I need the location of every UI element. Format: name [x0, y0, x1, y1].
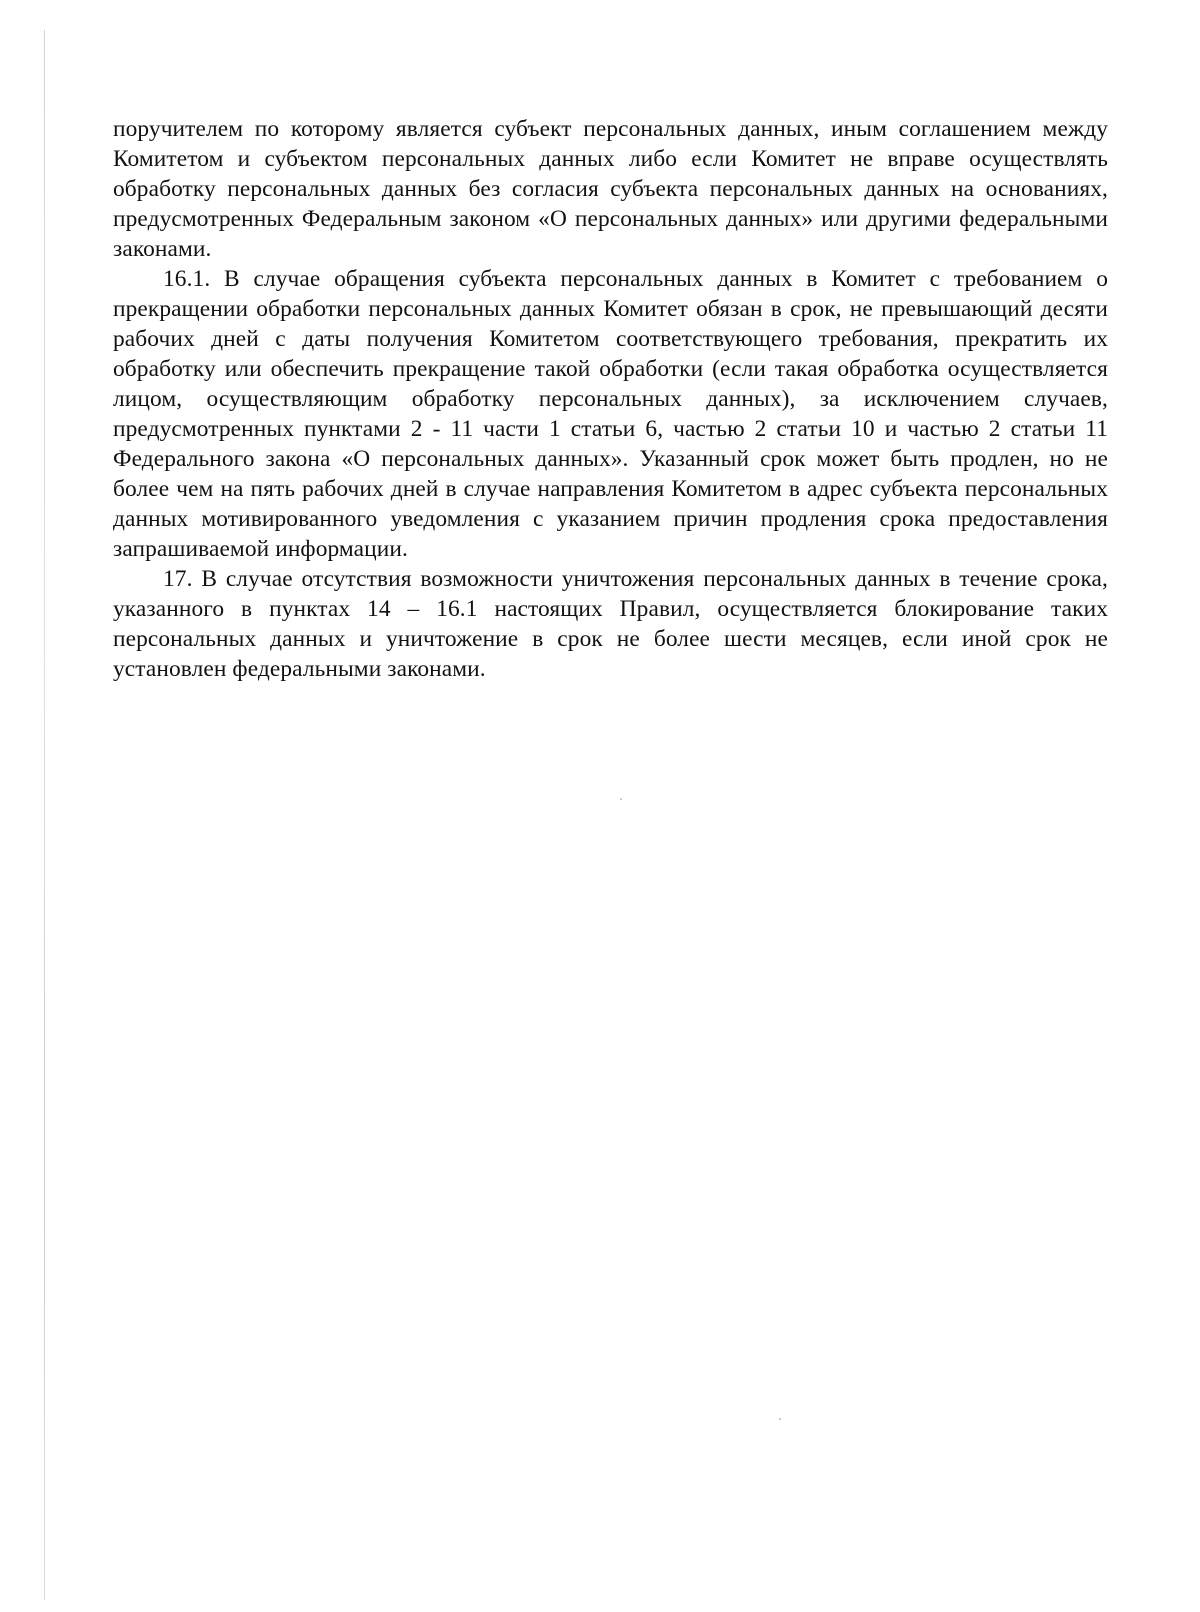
paragraph-16-1: 16.1. В случае обращения субъекта персональных данных в Комитет с требованием о прекращении обработки персональных данных Комитет обязан в срок, не превышающий десяти рабочих дней с даты получения Комитетом соответствующего требования, прекратить их обработку или обеспечить прекращение такой обработки (если такая обработка осуществляется лицом, осуществляющим обработку персональных данных), за исключением случаев, предусмотренных пунктами 2 - 11 части 1 статьи 6, частью 2 статьи 10 и частью 2 статьи 11 Федерального закона «О персональных данных». Указанный срок может быть продлен, но не более чем на пять рабочих дней в случае направления Комитетом в адрес субъекта персональных данных мотивированного уведомления с указанием причин продления срока предоставления запрашиваемой информации.: [113, 266, 1108, 562]
document-body: [113, 114, 1108, 684]
paragraph-continuation: поручителем по которому является субъект персональных данных, иным соглашением между Комитетом и субъектом персональных данных либо если Комитет не вправе осуществлять обработку персональных данных без согласия субъекта персональных данных на основаниях, предусмотренных Федеральным законом «О персональных данных» или другими федеральными законами.: [113, 116, 1108, 262]
scan-speck: [779, 1418, 781, 1420]
paragraph-17: 17. В случае отсутствия возможности уничтожения персональных данных в течение срока, указанного в пунктах 14 – 16.1 настоящих Правил, осуществляется блокирование таких персональных данных и уничтожение в срок не более шести месяцев, если иной срок не установлен федеральными законами.: [113, 566, 1108, 682]
scan-speck: [620, 798, 622, 800]
scan-edge-line: [44, 30, 45, 1600]
